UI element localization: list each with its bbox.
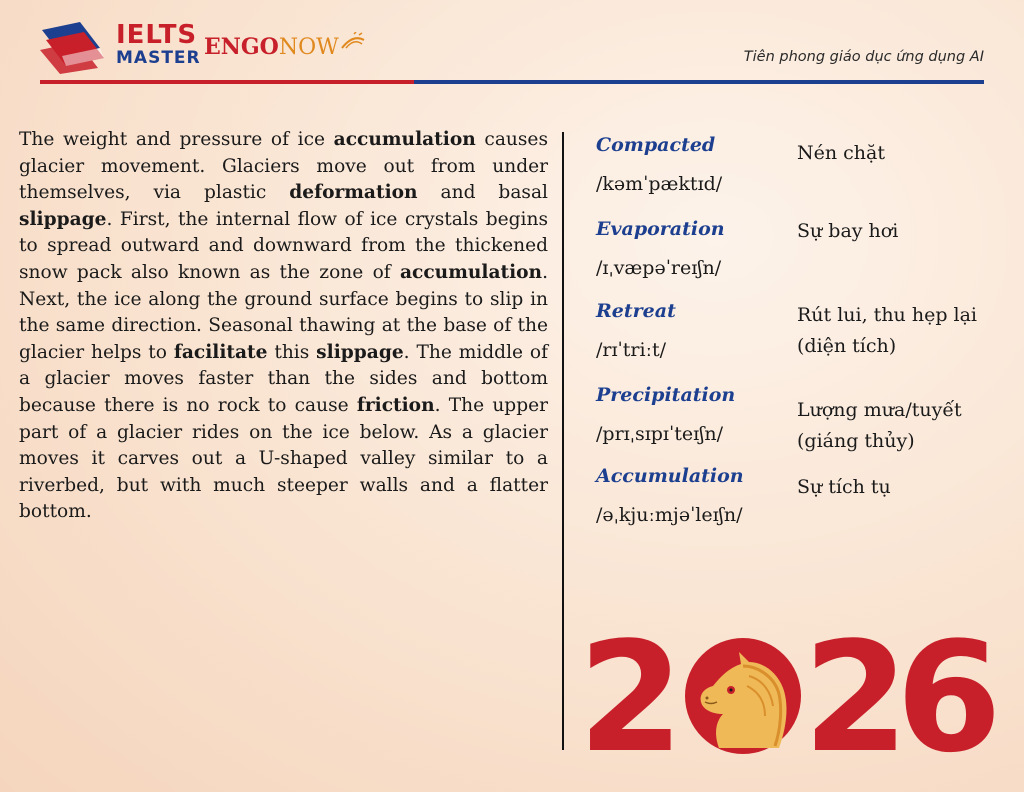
vocab-meaning: Nén chặt [797, 142, 885, 164]
passage-text: this [267, 341, 317, 363]
header-rule-blue [414, 80, 984, 84]
passage-text: . The middle of a glacier moves faster than the sides and bottom because there is no rock to cause [19, 341, 548, 416]
year-digit-6: 6 [896, 609, 998, 786]
key-term: accumulation [333, 129, 476, 150]
vocab-meaning: Lượng mưa/tuyết (giáng thủy) [797, 399, 962, 452]
brand-engonow [204, 36, 339, 59]
ielts-master-logo [40, 18, 370, 78]
key-term: facilitate [173, 341, 268, 363]
brand-ielts: IELTS [116, 20, 198, 50]
vocab-ipa: /ɪˌvæpəˈreɪʃn/ [596, 257, 722, 279]
vocab-meaning: Sự bay hơi [797, 220, 899, 242]
brand-engo: ENGO [204, 34, 279, 60]
ielts-book-logo-icon [40, 18, 110, 74]
key-term: accumulation [399, 261, 543, 283]
year-digit-2-second: 2 [803, 609, 905, 786]
key-term: deformation [289, 182, 418, 204]
sun-rays-icon [340, 32, 366, 50]
passage-text: . The upper part of a glacier rides on the ice below. As a glacier moves it carves out a U-shaped valley similar to a riverbed, but with much steeper walls and a flatter bottom. [19, 394, 548, 523]
vocab-term: Precipitation [596, 384, 736, 406]
passage-text: and basal [417, 182, 548, 204]
passage-text: The weight and pressure of ice [19, 129, 334, 150]
vocab-term: Compacted [596, 134, 716, 156]
key-term: slippage [19, 208, 107, 230]
vocab-ipa: /rɪˈtriːt/ [596, 339, 667, 361]
reading-passage [19, 127, 548, 526]
vocab-ipa: /prɪˌsɪpɪˈteɪʃn/ [596, 423, 723, 445]
tagline: Tiên phong giáo dục ứng dụng AI [743, 49, 984, 65]
passage-text: . First, the internal flow of ice crystals begins to spread outward and downward from the thickened snow pack also known as the zone of [19, 208, 548, 283]
year-digit-2: 2 [578, 609, 680, 786]
horse-zodiac-icon [683, 636, 803, 756]
brand-now: NOW [278, 35, 339, 60]
vocab-ipa: /əˌkjuːmjəˈleɪʃn/ [596, 504, 743, 526]
key-term: slippage [316, 341, 404, 363]
vocab-meaning: Sự tích tụ [797, 476, 891, 498]
passage-text: causes glacier movement. Glaciers move out from under themselves, via plastic [19, 129, 548, 204]
column-divider [562, 132, 564, 750]
vocab-ipa: /kəmˈpæktɪd/ [596, 173, 723, 195]
brand-master: MASTER [116, 48, 201, 68]
vocab-meaning: Rút lui, thu hẹp lại (diện tích) [797, 304, 977, 357]
vocab-term: Evaporation [596, 218, 725, 240]
passage-text: . Next, the ice along the ground surface begins to slip in the same direction. Seasonal thawing at the base of the glacier helps to [19, 261, 548, 363]
header-rule-red [40, 80, 414, 84]
vocab-term: Accumulation [596, 465, 744, 487]
vocab-term: Retreat [596, 300, 676, 322]
key-term: friction [356, 394, 435, 416]
